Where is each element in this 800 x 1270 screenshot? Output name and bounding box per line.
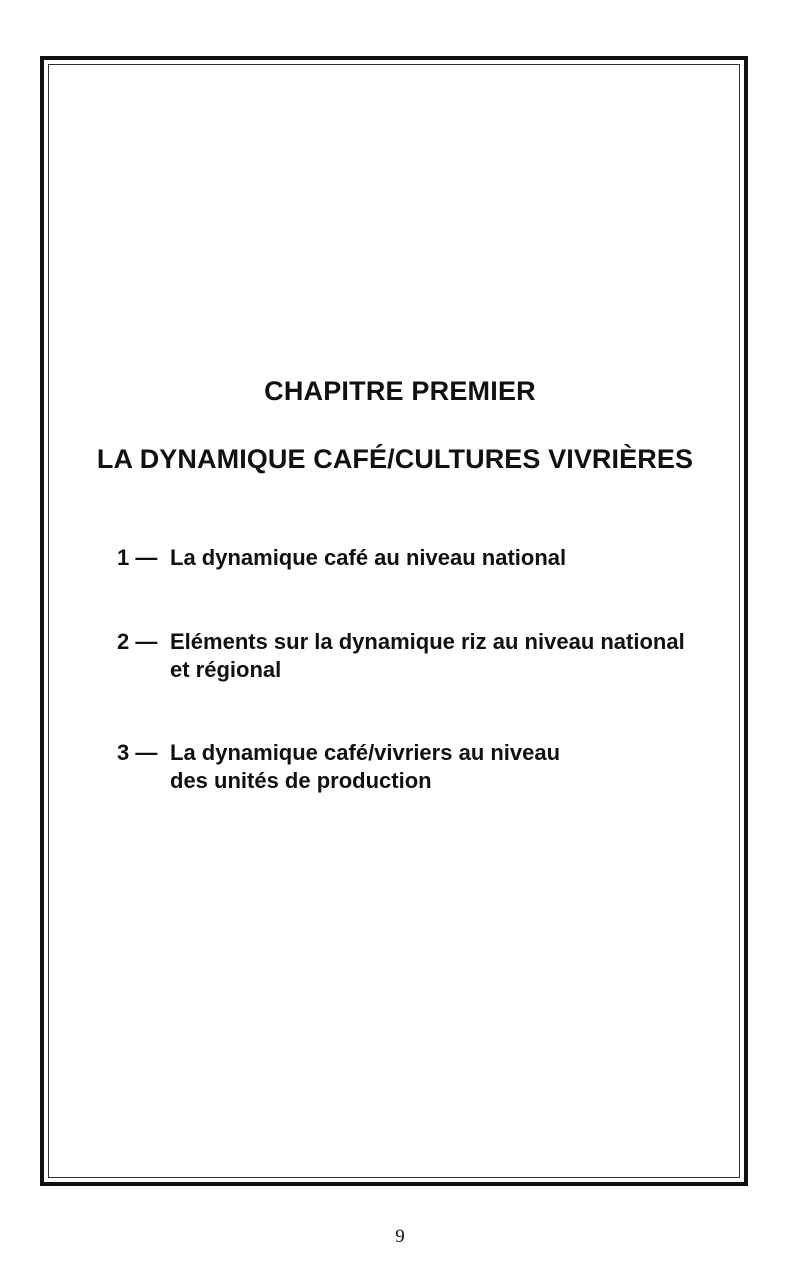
toc-item-text: [170, 544, 566, 572]
toc-item-number: 2 —: [117, 629, 158, 654]
toc-item-2: [117, 628, 685, 684]
toc-item-line: La dynamique café/vivriers au niveau: [170, 740, 561, 765]
toc-item-line: et régional: [170, 657, 282, 682]
toc-item-1: [117, 544, 566, 572]
toc-item-3: [117, 739, 560, 795]
chapter-title: LA DYNAMIQUE CAFÉ/CULTURES VIVRIÈRES: [96, 444, 694, 474]
toc-item-number: 3 —: [117, 740, 158, 765]
chapter-label: CHAPITRE PREMIER: [264, 376, 536, 406]
toc-item-line: La dynamique café au niveau national: [170, 545, 567, 570]
toc-item-text: [170, 628, 685, 684]
page-number: 9: [395, 1226, 405, 1247]
toc-item-line: des unités de production: [170, 768, 432, 793]
toc-item-number: 1 —: [117, 545, 158, 570]
toc-item-text: [170, 739, 560, 795]
toc-item-line: Eléments sur la dynamique riz au niveau national: [170, 629, 685, 654]
page-border-inner: [48, 64, 740, 1178]
page-border: [40, 56, 748, 1186]
